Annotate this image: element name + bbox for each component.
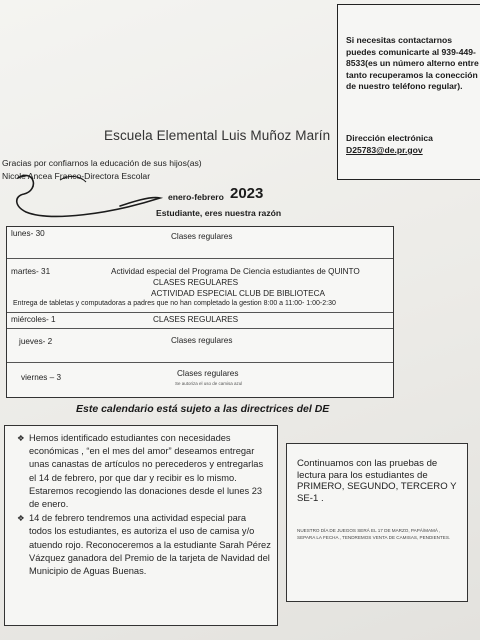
activity-line: Clases regulares (171, 232, 233, 241)
activity-line: CLASES REGULARES (153, 315, 239, 324)
activity-line: Actividad especial del Programa De Ciencia estudiantes de QUINTO (111, 267, 360, 276)
calendar-row-wednesday (7, 313, 393, 329)
bulletin-item (19, 432, 271, 511)
calendar-row-thursday (7, 329, 393, 363)
calendar-row-monday (7, 227, 393, 259)
director-line: Nicole Ancea Franco-Directora Escolar (2, 171, 151, 181)
email-label: Dirección electrónica (346, 132, 433, 143)
gratitude-line: Gracias por confiarnos la educación de sus hijos(as) (2, 158, 202, 168)
contact-message: Si necesitas contactarnos puedes comunicarte al 939-449-8533(es un número alterno entre tanto recuperamos la conección de nuestro teléfono regular). (346, 35, 479, 92)
bulletin-item (19, 512, 271, 578)
day-label: miércoles- 1 (11, 315, 56, 324)
games-day-note: NUESTRO DÍA DE JUEGOS SERÁ EL 17 DE MARZO, PAPÁ/MAMÁ , SEPARA LA FECHA , TENDREMOS VENTA DE CAMISAS, PENDIENTES. (297, 528, 451, 541)
calendar-row-tuesday (7, 259, 393, 313)
bulletin-box (4, 425, 278, 626)
month-label: enero-febrero (168, 192, 224, 202)
activity-note: Se autoriza el uso de camisa azul (175, 381, 243, 386)
activity-line: CLASES REGULARES (153, 278, 239, 287)
activity-line: Entrega de tabletas y computadoras a padres que no han completado la gestion 8:00 a 11:00- 1:00-2:30 (13, 300, 336, 307)
weekly-calendar (6, 226, 394, 398)
motto-line: Estudiante, eres nuestra razón (156, 208, 282, 218)
reading-tests-text: Continuamos con las pruebas de lectura para los estudiantes de PRIMERO, SEGUNDO, TERCERO Y SE-1 . (297, 458, 457, 504)
reading-tests-box (286, 443, 468, 602)
bulletin-text: 14 de febrero tendremos una actividad especial para todos los estudiantes, es autoriza el uso de camisa y/o atuendo rojo. Reconoceremos a la estudiante Sarah Pérez Vázquez ganadora del Premio de la tarjeta de Navidad del Municipio de Aguas Buenas. (29, 513, 271, 577)
activity-line: ACTIVIDAD ESPECIAL CLUB DE BIBLIOTECA (151, 289, 325, 298)
day-label: lunes- 30 (11, 229, 45, 238)
contact-box (337, 4, 480, 180)
diamond-bullet-icon: ❖ (17, 433, 25, 443)
day-label: martes- 31 (11, 267, 51, 276)
day-label: jueves- 2 (19, 337, 53, 346)
bulletin-text: Hemos identificado estudiantes con necesidades económicas , “en el mes del amor” deseamos entregar unas canastas de artículos no perecederos y entregarlas el 14 de febrero, por que dar y recibir es lo mismo. Estaremos recogiendo las donaciones desde el lunes 23 de enero. (29, 433, 264, 510)
activity-line: Clases regulares (177, 369, 239, 378)
calendar-disclaimer: Este calendario está sujeto a las directrices del DE (76, 403, 330, 415)
day-label: viernes – 3 (21, 373, 62, 382)
email-link[interactable]: D25783@de.pr.gov (346, 144, 423, 155)
year-label: 2023 (230, 185, 264, 202)
diamond-bullet-icon: ❖ (17, 513, 25, 524)
school-name: Escuela Elemental Luis Muñoz Marín (104, 128, 331, 143)
calendar-row-friday (7, 363, 393, 399)
activity-line: Clases regulares (171, 336, 233, 345)
